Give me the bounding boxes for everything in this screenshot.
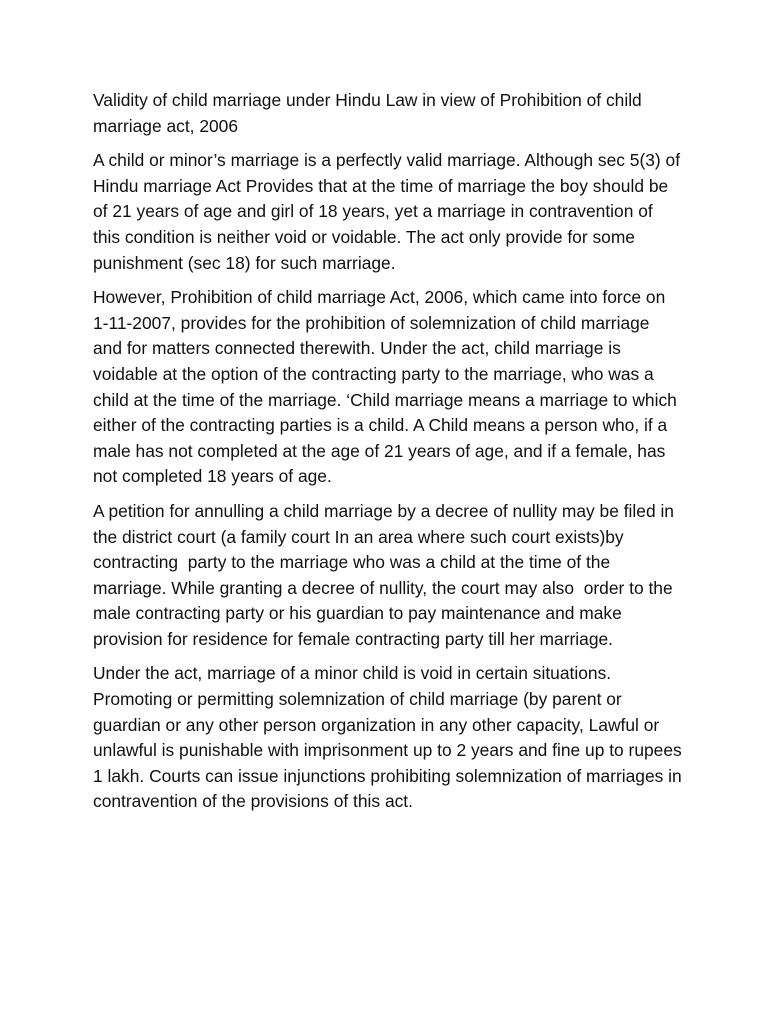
paragraph-nullity-petition: A petition for annulling a child marriage by a decree of nullity may be filed in the district court (a family court In an area where such court exists)by contracting party to the marriage who was a child at the time of the marriage. While granting a decree of nullity, the court may also order to the male contracting party or his guardian to pay maintenance and make provision for residence for female contracting party till her marriage. <box>93 500 679 649</box>
paragraph-void-situations: Under the act, marriage of a minor child is void in certain situations. Promoting or permitting solemnization of child marriage (by parent or guardian or any other person organization in any other capacity, Lawful or unlawful is punishable with imprisonment up to 2 years and fine up to rupees 1 lakh. Courts can issue injunctions prohibiting solemnization of marriages in contravention of the provisions of this act. <box>93 663 687 812</box>
paragraph-child-marriage-validity: A child or minor’s marriage is a perfectly valid marriage. Although sec 5(3) of Hindu marriage Act Provides that at the time of marriage the boy should be of 21 years of age and girl of 18 years, yet a marriage in contravention of this condition is neither void or voidable. The act only provide for some punishment (sec 18) for such marriage. <box>93 150 685 273</box>
document-body <box>93 88 687 824</box>
document-title: Validity of child marriage under Hindu Law in view of Prohibition of child marriage act, 2006 <box>93 90 647 136</box>
paragraph-prohibition-act: However, Prohibition of child marriage Act, 2006, which came into force on 1-11-2007, provides for the prohibition of solemnization of child marriage and for matters connected therewith. Under the act, child marriage is voidable at the option of the contracting party to the marriage, who was a child at the time of the marriage. ‘Child marriage means a marriage to which either of the contracting parties is a child. A Child means a person who, if a male has not completed at the age of 21 years of age, and if a female, has not completed 18 years of age. <box>93 287 682 487</box>
